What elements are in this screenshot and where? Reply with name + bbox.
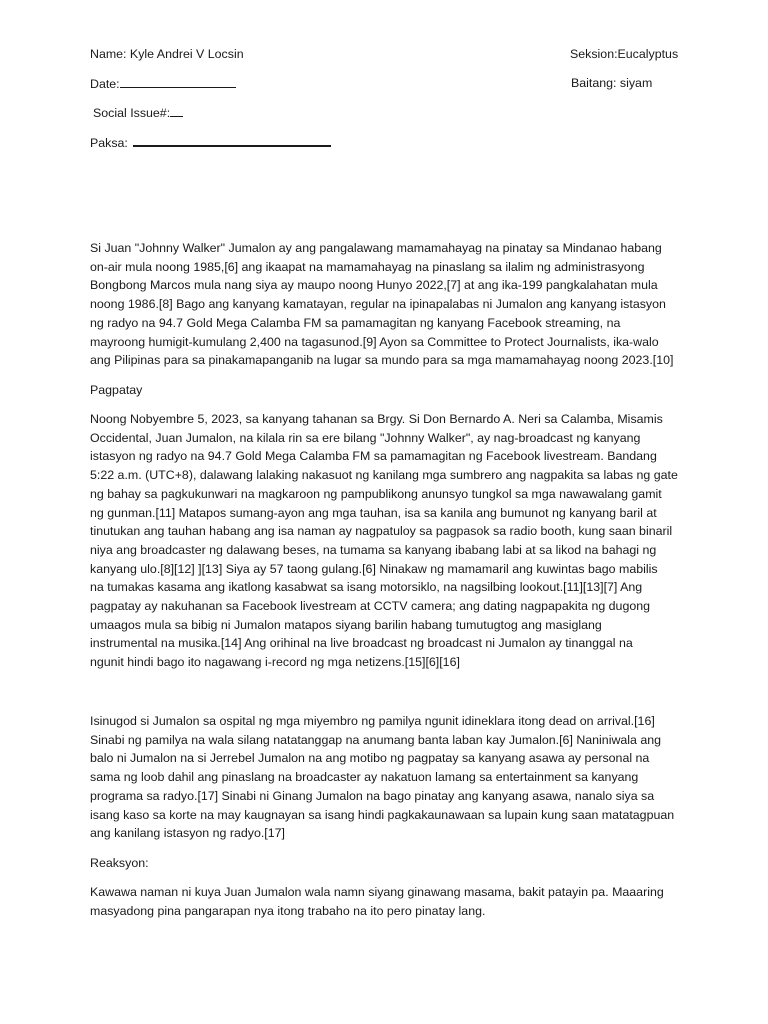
text-line: Occidental, Juan Jumalon, na kilala rin sa ere bilang "Johnny Walker", ay nag-broadcast ng kanyang [90,430,641,445]
date-blank-line [120,74,236,88]
text-line: na tumakas kasama ang ikatlong kasabwat sa isang motorsiklo, na nagsilbing lookout.[11][13][7] Ang [90,580,643,595]
pagpatay-heading: Pagpatay [90,383,143,397]
social-issue-field [93,103,183,123]
text-line: ng radyo na 94.7 Gold Mega Calamba FM sa pamamagitan ng kanyang Facebook streaming, na [90,315,621,330]
text-line: Kawawa naman ni kuya Juan Jumalon wala namn siyang ginawang masama, bakit patayin pa. Maaaring [90,885,664,899]
text-line: balo ni Jumalon na si Jerrebel Jumalon na ang motibo ng pagpatay sa kanyang asawa ay personal na [90,751,650,766]
text-line: umaagos mula sa bibig ni Jumalon matapos siyang barilin habang tumutugtog ang masiglang [90,617,602,632]
text-line: ng gunman.[11] Matapos sumang-ayon ang mga tauhan, isa sa kanila ang bumunot ng kanyang baril at [90,505,657,520]
text-line: 5:22 a.m. (UTC+8), dalawang lalaking nakasuot ng kanilang mga sumbrero ang nagpakita sa labas ng gate [90,468,678,483]
reaksyon-heading: Reaksyon: [90,856,149,870]
social-issue-label: Social Issue#: [93,106,171,120]
social-issue-blank-line [170,103,183,117]
text-line: pagpatay ay nakuhanan sa Facebook livestream at CCTV camera; ang dating nagpapakita ng dugong [90,599,651,614]
date-label: Date: [90,77,120,91]
text-line: Isinugod si Jumalon sa ospital ng mga miyembro ng pamilya ngunit idineklara itong dead on arrival.[16] [90,714,655,728]
text-line: ang Pilipinas para sa pinakamapanganib na lugar sa mundo para sa mga mamamahayag noong 2023.[10] [90,353,674,368]
text-line: instrumental na musika.[14] Ang orihinal na live broadcast ng broadcast ni Jumalon ay tinanggal na [90,636,633,651]
grade-field: Baitang: siyam [571,76,653,90]
text-line: masyadong pina pangarapan nya itong trabaho na ito pero pinatay lang. [90,903,486,918]
pagpatay-paragraph [90,410,690,672]
ospital-paragraph [90,712,690,843]
date-field [90,74,236,94]
text-line: sama ng loob dahil ang pinaslang na broadcaster ay nakatuon lamang sa entertainment sa kanyang [90,770,639,785]
text-line: ngunit hindi bago ito nagawang i-record ng mga netizens.[15][6][16] [90,655,460,670]
text-line: Bongbong Marcos mula nang siya ay maupo noong Hunyo 2022,[7] at ang ika-199 pangkalahatan mula [90,278,658,293]
text-line: programa sa radyo.[17] Sinabi ni Ginang Jumalon na bago pinatay ang kanyang asawa, nanalo siya sa [90,788,655,803]
text-line: isang kaso sa korte na may kaugnayan sa isang hindi pagkakaunawaan sa lupain kung saan matatagpuan [90,807,675,822]
text-line: tinutukan ang tauhan habang ang isa naman ay nagpatuloy sa pagpasok sa radio booth, kung saan binaril [90,524,673,539]
text-line: Si Juan "Johnny Walker" Jumalon ay ang pangalawang mamamahayag na pinatay sa Mindanao habang [90,241,662,255]
topic-blank-line [133,132,331,147]
text-line: ang kanilang istasyon ng radyo.[17] [90,826,285,841]
text-line: kanyang ulo.[8][12] ][13] Siya ay 57 taong gulang.[6] Ninakaw ng mamamaril ang kuwintas bago mabilis [90,561,658,576]
topic-label: Paksa: [90,136,128,150]
intro-paragraph [90,239,690,370]
text-line: ng bahay sa pagkukunwari na magkaroon ng pampublikong anunsyo tungkol sa mga nawawalang gamit [90,486,662,501]
text-line: noong 1986.[8] Bago ang kanyang kamatayan, regular na ipinapalabas ni Jumalon ang kanyang istasyon [90,297,666,312]
text-line: mayroong humigit-kumulang 2,400 na tagasunod.[9] Ayon sa Committee to Protect Journalists, ika-walo [90,334,659,349]
topic-field [90,132,331,153]
section-field: Seksion:Eucalyptus [570,47,679,61]
text-line: niya ang broadcaster ng dalawang beses, na tumama sa kanyang ibabang labi at sa likod na bahagi ng [90,542,657,557]
text-line: on-air mula noong 1985,[6] ang ikaapat na mamamahayag na pinaslang sa ilalim ng administrasyong [90,259,645,274]
text-line: Sinabi ng pamilya na wala silang natatanggap na anumang banta laban kay Jumalon.[6] Naniniwala ang [90,732,662,747]
reaksyon-paragraph [90,883,690,920]
text-line: istasyon ng radyo na 94.7 Gold Mega Calamba FM sa pamamagitan ng Facebook livestream. Bandang [90,449,657,464]
student-name: Name: Kyle Andrei V Locsin [90,47,244,61]
text-line: Noong Nobyembre 5, 2023, sa kanyang tahanan sa Brgy. Si Don Bernardo A. Neri sa Calamba, Misamis [90,412,663,426]
